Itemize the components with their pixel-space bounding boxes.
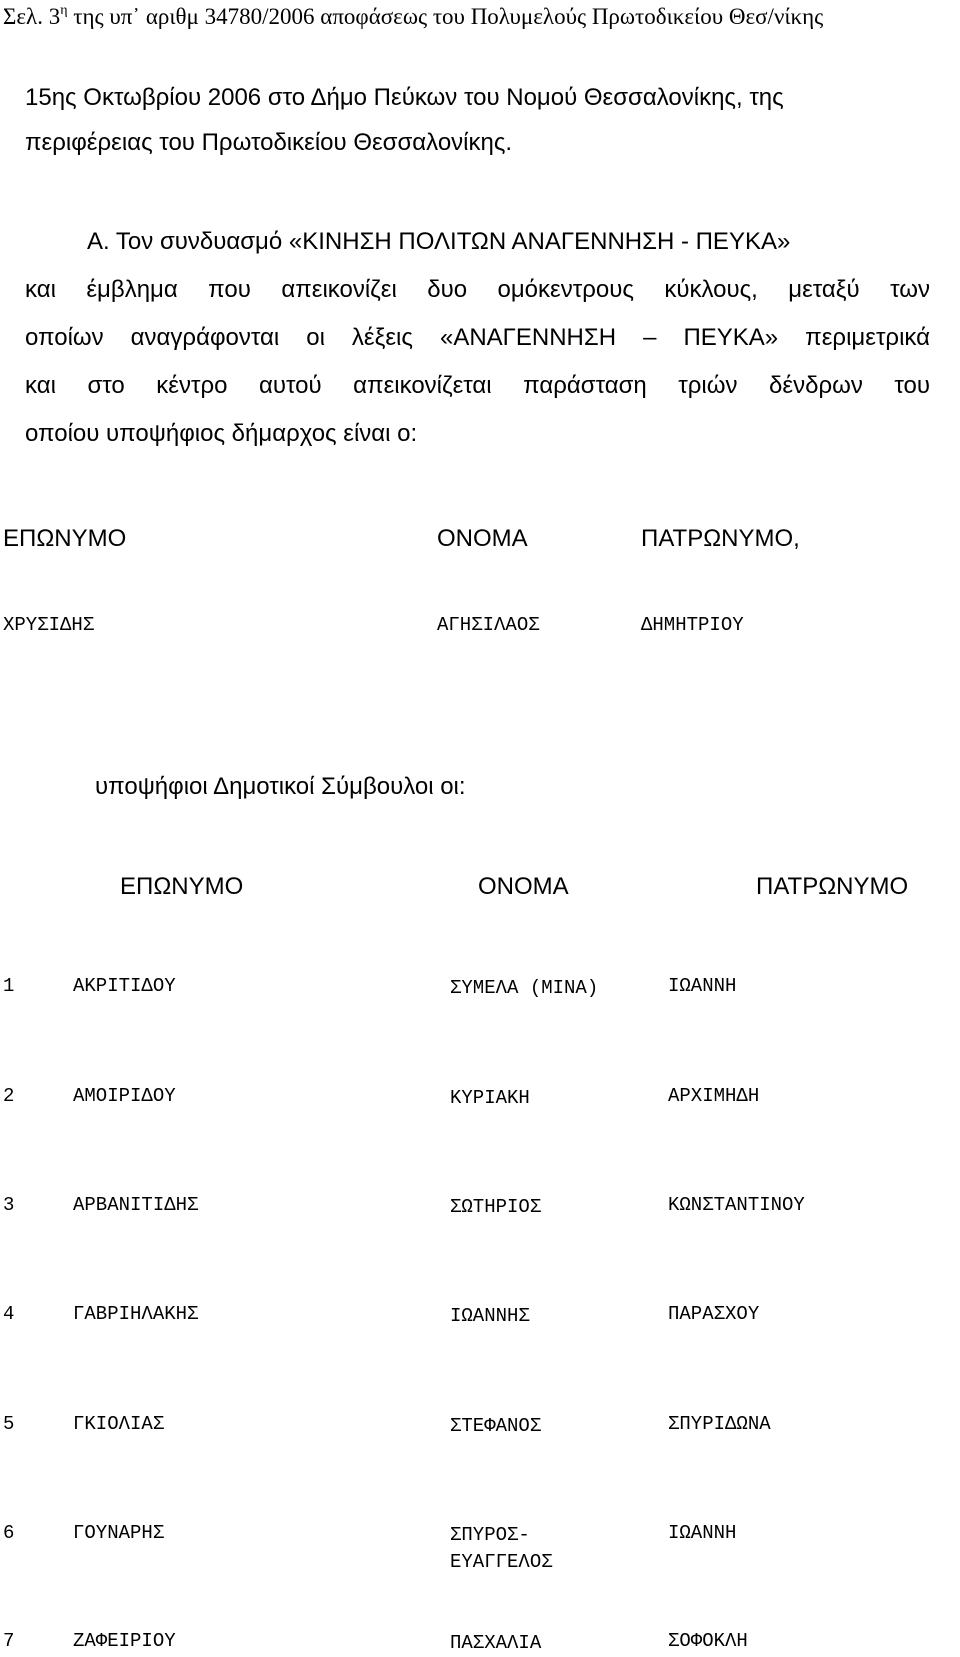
list-item [0, 1303, 960, 1363]
mayor-header-father: ΠΑΤΡΩΝΥΜΟ, [641, 525, 800, 552]
row-number: 1 [3, 975, 15, 997]
intro-line-2: περιφέρειας του Πρωτοδικείου Θεσσαλονίκης. [25, 129, 513, 156]
councillors-header-surname: ΕΠΩΝΥΜΟ [120, 873, 244, 900]
mayor-surname: ΧΡΥΣΙΔΗΣ [3, 614, 95, 636]
row-father: ΙΩΑΝΝΗ [668, 1522, 737, 1544]
row-father: ΣΠΥΡΙΔΩΝΑ [668, 1413, 771, 1435]
page-header-rest: της υπ᾽ αριθμ 34780/2006 αποφάσεως του Πολυμελούς Πρωτοδικείου Θεσ/νίκης [67, 4, 824, 29]
row-father: ΚΩΝΣΤΑΝΤΙΝΟΥ [668, 1194, 805, 1216]
row-name: ΣΤΕΦΑΝΟΣ [450, 1415, 542, 1437]
councillors-header-name: ΟΝΟΜΑ [478, 873, 569, 900]
row-number: 4 [3, 1303, 15, 1325]
row-father: ΙΩΑΝΝΗ [668, 975, 737, 997]
row-surname: ΓΑΒΡΙΗΛΑΚΗΣ [73, 1303, 199, 1325]
mayor-name: ΑΓΗΣΙΛΑΟΣ [437, 614, 540, 636]
row-surname: ΑΚΡΙΤΙΔΟΥ [73, 975, 176, 997]
row-surname: ΓΚΙΟΛΙΑΣ [73, 1413, 165, 1435]
list-item [0, 1194, 960, 1254]
list-item [0, 1630, 960, 1654]
row-number: 3 [3, 1194, 15, 1216]
row-surname: ΑΜΟΙΡΙΔΟΥ [73, 1085, 176, 1107]
mayor-father: ΔΗΜΗΤΡΙΟΥ [641, 614, 744, 636]
intro-line-1: 15ης Οκτωβρίου 2006 στο Δήμο Πεύκων του Νομού Θεσσαλονίκης, της [25, 84, 784, 111]
row-surname: ΓΟΥΝΑΡΗΣ [73, 1522, 165, 1544]
row-number: 5 [3, 1413, 15, 1435]
row-father: ΣΟΦΟΚΛΗ [668, 1630, 748, 1652]
page-header-prefix: Σελ. 3 [3, 4, 61, 29]
row-name: ΣΩΤΗΡΙΟΣ [450, 1196, 542, 1218]
section-a-line-5: οποίου υποψήφιος δήμαρχος είναι ο: [25, 420, 418, 447]
row-father: ΑΡΧΙΜΗΔΗ [668, 1085, 760, 1107]
councillors-intro: υποψήφιοι Δημοτικοί Σύμβουλοι οι: [95, 773, 466, 800]
row-name: ΠΑΣΧΑΛΙΑ [450, 1632, 542, 1654]
row-name: ΚΥΡΙΑΚΗ [450, 1087, 530, 1109]
page-header-sup: η [60, 3, 68, 18]
page-header [3, 2, 823, 32]
mayor-header-surname: ΕΠΩΝΥΜΟ [3, 525, 127, 552]
list-item [0, 1522, 960, 1582]
councillors-header-father: ΠΑΤΡΩΝΥΜΟ [756, 873, 909, 900]
section-a-line-4: και στο κέντρο αυτού απεικονίζεται παράσταση τριών δένδρων του [25, 372, 930, 399]
row-name: ΣΥΜΕΛΑ (ΜΙΝΑ) [450, 977, 599, 999]
row-surname: ΑΡΒΑΝΙΤΙΔΗΣ [73, 1194, 199, 1216]
row-surname: ΖΑΦΕΙΡΙΟΥ [73, 1630, 176, 1652]
row-number: 7 [3, 1630, 15, 1652]
row-number: 6 [3, 1522, 15, 1544]
section-a-line-3: οποίων αναγράφονται οι λέξεις «ΑΝΑΓΕΝΝΗΣΗ – ΠΕΥΚΑ» περιμετρικά [25, 324, 930, 351]
list-item [0, 975, 960, 1035]
row-father: ΠΑΡΑΣΧΟΥ [668, 1303, 760, 1325]
section-a-line-2: και έμβλημα που απεικονίζει δυο ομόκεντρους κύκλους, μεταξύ των [25, 276, 930, 303]
row-number: 2 [3, 1085, 15, 1107]
section-a-line-1: Α. Τον συνδυασμό «ΚΙΝΗΣΗ ΠΟΛΙΤΩΝ ΑΝΑΓΕΝΝΗΣΗ - ΠΕΥΚΑ» [87, 228, 791, 255]
list-item [0, 1413, 960, 1473]
mayor-header-name: ΟΝΟΜΑ [437, 525, 528, 552]
row-name: ΙΩΑΝΝΗΣ [450, 1305, 530, 1327]
row-name: ΣΠΥΡΟΣ- ΕΥΑΓΓΕΛΟΣ [450, 1524, 553, 1573]
list-item [0, 1085, 960, 1145]
